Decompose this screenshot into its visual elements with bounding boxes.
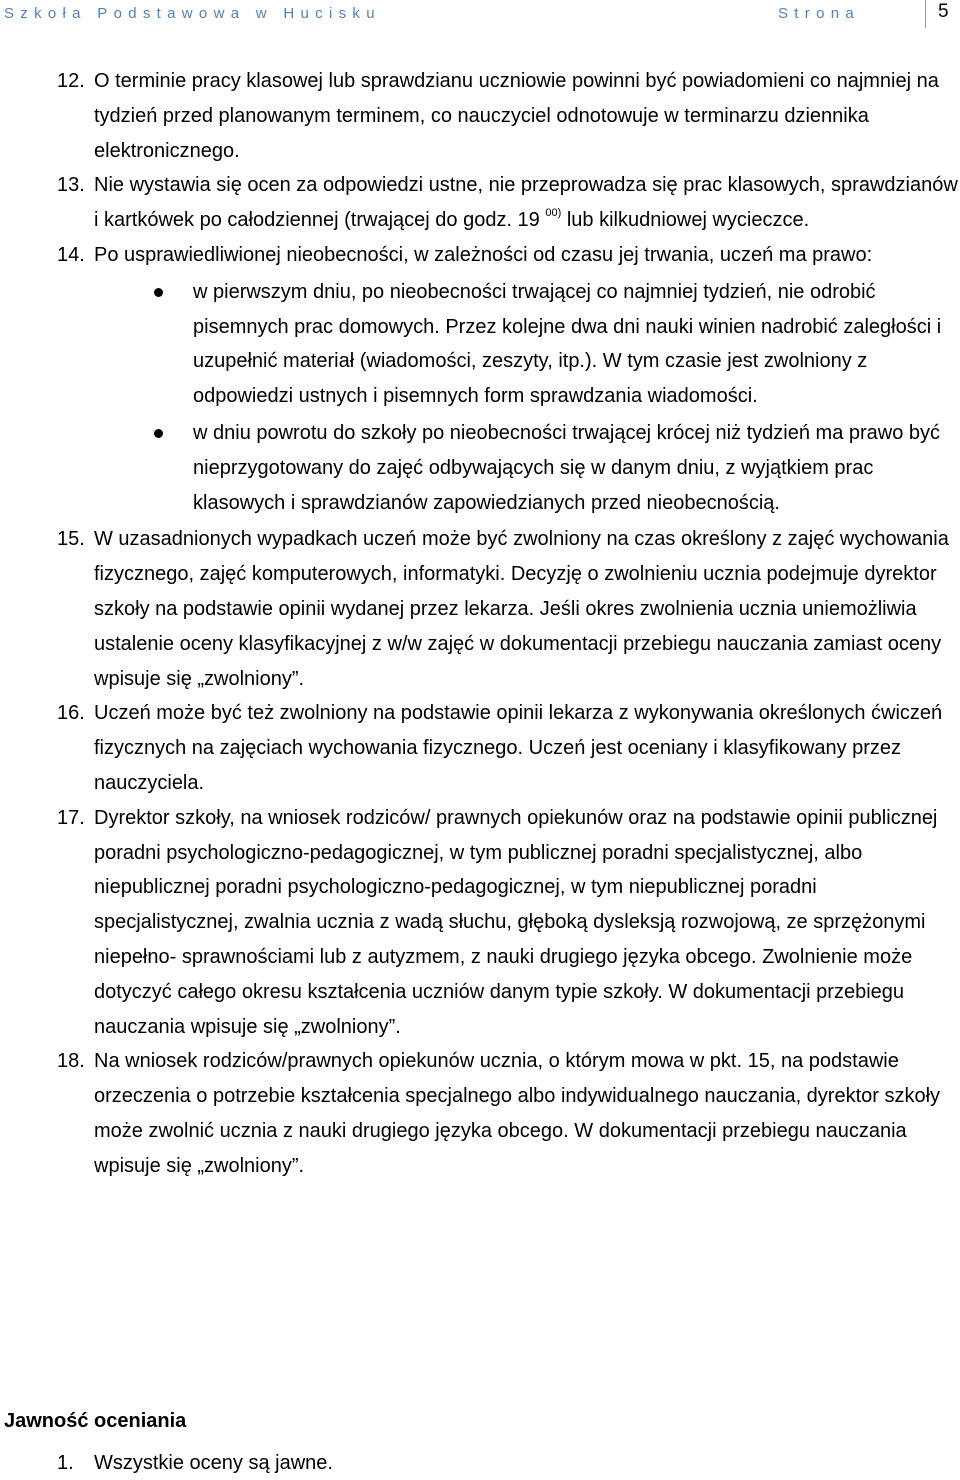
item-text: Na wniosek rodziców/prawnych opiekunów ucznia, o którym mowa w pkt. 15, na podstawie orzeczenia o potrzebie kształcenia specjalnego albo indywidualnego nauczania, dyrektor szkoły może zwolnić ucznia z nauki drugiego języka obcego. W dokumentacji przebiegu nauczania wpisuje się „zwolniony”. [94, 1050, 941, 1177]
item-text: Wszystkie oceny są jawne. [94, 1452, 333, 1474]
item-text: O terminie pracy klasowej lub sprawdzianu uczniowie powinni być powiadomieni co najmniej na tydzień przed planowanym terminem, co nauczyciel odnotowuje w terminarzu dziennika elektronicznego. [94, 70, 939, 162]
item-number: 1. [57, 1452, 74, 1474]
page-label: Strona [778, 5, 860, 22]
item-text: Uczeń może być też zwolniony na podstawie opinii lekarza z wykonywania określonych ćwiczeń fizycznych na zajęciach wychowania fizycznego. Uczeń jest oceniany i klasyfikowany przez nauczyciela. [94, 702, 943, 794]
section-heading: Jawność oceniania [4, 1410, 187, 1432]
bullet-icon [154, 288, 163, 297]
item-text: Dyrektor szkoły, na wniosek rodziców/ prawnych opiekunów oraz na podstawie opinii publicznej poradni psychologiczno-pedagogicznej, w tym publicznej poradni specjalistycznej, albo niepublicznej poradni psychologiczno-pedagogicznej, w tym niepublicznej poradni specjalistycznej, zwalnia ucznia z wadą słuchu, głęboką dysleksją rozwojową, ze sprzężonymi niepełno- sprawnościami lub z autyzmem, z nauki drugiego języka obcego. Zwolnienie może dotyczyć całego okresu kształcenia uczniów danym typie szkoły. W dokumentacji przebiegu nauczania wpisuje się „zwolniony”. [94, 806, 938, 1038]
item-number: 15. [57, 528, 85, 551]
page-header [0, 0, 960, 32]
list-item-15 [0, 522, 960, 696]
page-number: 5 [938, 1, 949, 22]
item-number: 13. [57, 174, 85, 197]
item-number: 14. [57, 243, 85, 266]
item-text: W uzasadnionych wypadkach uczeń może być zwolniony na czas określony z zajęć wychowania fizycznego, zajęć komputerowych, informatyki. Decyzję o zwolnieniu ucznia podejmuje dyrektor szkoły na podstawie opinii wydanej przez lekarza. Jeśli okres zwolnienia ucznia uniemożliwia ustalenie oceny klasyfikacyjnej z w/w zajęć w dokumentacji przebiegu nauczania zamiast oceny wpisuje się „zwolniony”. [94, 528, 949, 690]
bullet-item [0, 275, 960, 414]
bullet-icon [154, 429, 163, 438]
list-item-12 [0, 64, 960, 168]
item-text-continued: lub kilkudniowej wycieczce. [561, 209, 810, 232]
item-text: Po usprawiedliwionej nieobecności, w zależności od czasu jej trwania, uczeń ma prawo: [94, 243, 873, 266]
list-item-14 [0, 238, 960, 273]
bullet-item [0, 416, 960, 520]
item-number: 12. [57, 70, 85, 92]
bullet-text: w dniu powrotu do szkoły po nieobecności trwającej krócej niż tydzień ma prawo być nieprzygotowany do zajęć odbywających się w danym dniu, z wyjątkiem prac klasowych i sprawdzianów zapowiedzianych przed nieobecnością. [193, 421, 941, 514]
header-divider [925, 0, 926, 28]
item-text: Nie wystawia się ocen za odpowiedzi ustne, nie przeprowadza się prac klasowych, sprawdzianów i kartkówek po całodziennej (trwającej do godz. 19 [94, 174, 958, 232]
list-item-17 [0, 801, 960, 1045]
bullet-text: w pierwszym dniu, po nieobecności trwającej co najmniej tydzień, nie odrobić pisemnych prac domowych. Przez kolejne dwa dni nauki winien nadrobić zaległości i uzupełnić materiał (wiadomości, zeszyty, itp.). W tym czasie jest zwolniony z odpowiedzi ustnych i pisemnych form sprawdzania wiadomości. [193, 280, 942, 408]
list-item-18 [0, 1044, 960, 1183]
item-number: 17. [57, 806, 85, 829]
document-body [0, 64, 960, 1184]
item-number: 16. [57, 702, 85, 725]
section-list-item [0, 1446, 960, 1480]
hour-superscript: 00) [545, 207, 562, 220]
item-number: 18. [57, 1050, 85, 1073]
school-name: Szkoła Podstawowa w Hucisku [4, 5, 381, 22]
list-item-16 [0, 696, 960, 800]
list-item-13 [0, 168, 960, 238]
bullet-list [0, 275, 960, 521]
